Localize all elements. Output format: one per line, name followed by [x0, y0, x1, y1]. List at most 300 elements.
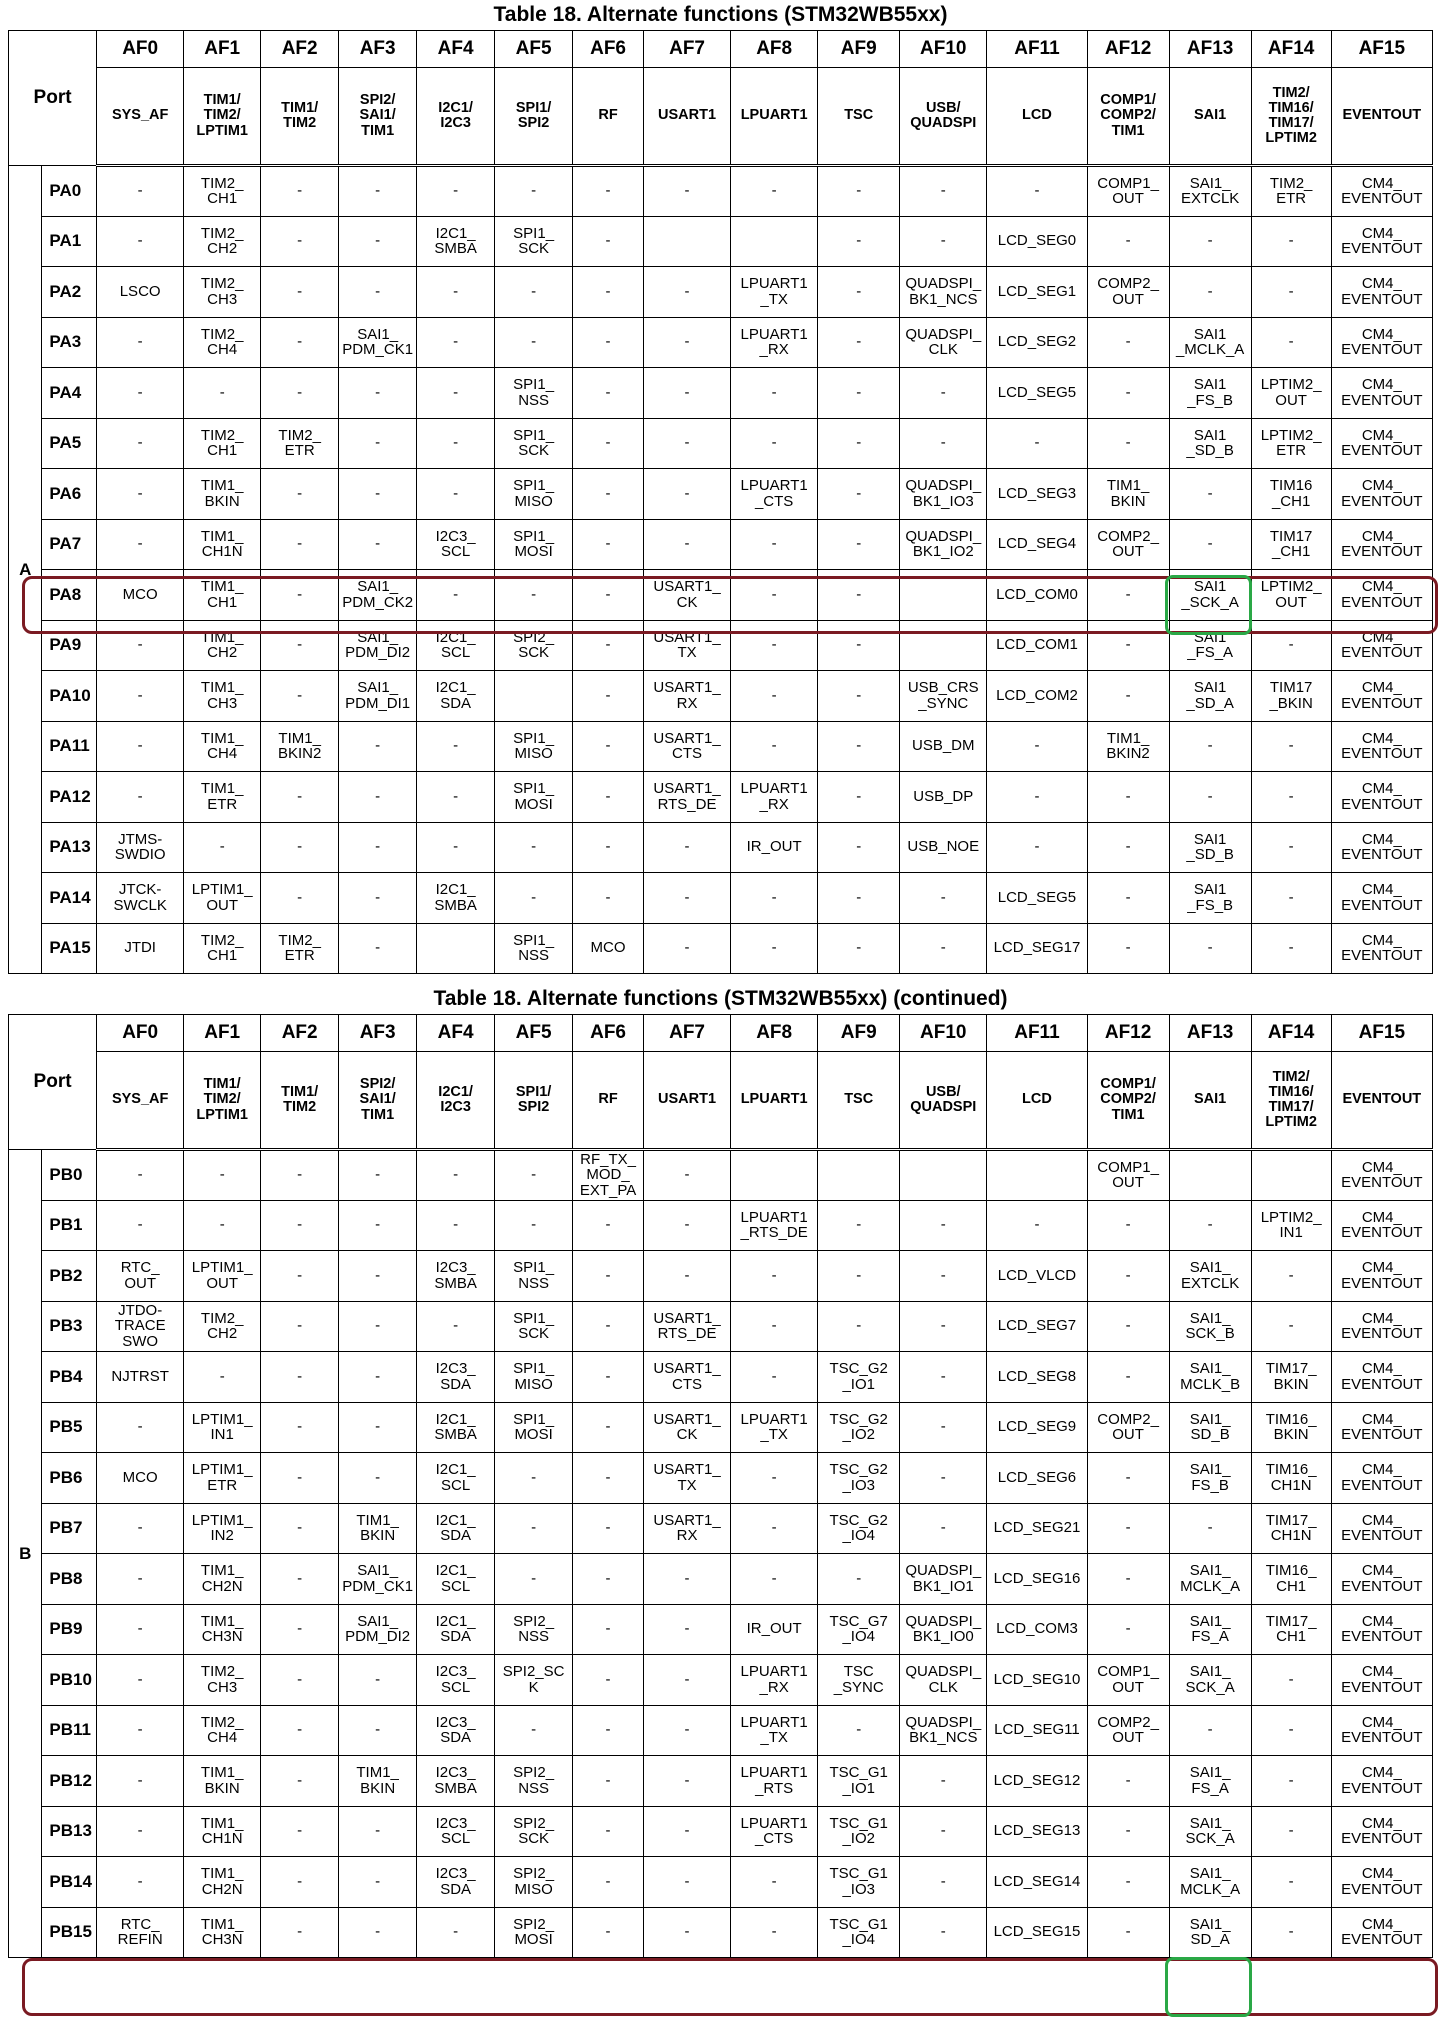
af-cell: JTMS- SWDIO — [97, 822, 184, 873]
af-cell: LCD_SEG0 — [987, 216, 1087, 267]
af-cell: TIM1_ CH2 — [184, 620, 261, 671]
af-cell: - — [573, 317, 644, 368]
af-cell: - — [417, 772, 495, 823]
af-cell: - — [818, 469, 900, 520]
af-cell: USART1_ TX — [644, 620, 731, 671]
af-cell: TIM2_ CH1 — [184, 923, 261, 974]
af-cell: - — [1251, 1251, 1331, 1302]
af-cell: - — [184, 1150, 261, 1201]
af-cell: CM4_ EVENTOUT — [1331, 519, 1432, 570]
af-cell: CM4_ EVENTOUT — [1331, 1655, 1432, 1706]
af-cell: - — [261, 1554, 339, 1605]
af-cell: - — [417, 368, 495, 419]
af-cell: LPTIM1_ ETR — [184, 1453, 261, 1504]
af-cell: TIM1_ CH1N — [184, 1806, 261, 1857]
af-cell: TSC_G1 _IO1 — [818, 1756, 900, 1807]
af-cell: - — [261, 1402, 339, 1453]
af-cell: - — [731, 1503, 818, 1554]
table-row — [9, 1907, 1433, 1958]
af-cell — [1251, 1150, 1331, 1201]
af-cell: - — [1169, 721, 1251, 772]
af-cell: - — [495, 1705, 573, 1756]
af-cell: - — [495, 1150, 573, 1201]
af-cell: TSC_G1 _IO4 — [818, 1907, 900, 1958]
af-cell: - — [731, 721, 818, 772]
af-cell: - — [1087, 1604, 1169, 1655]
af-header: AF0 — [97, 31, 184, 68]
af-cell: - — [573, 671, 644, 722]
af-cell: QUADSPI_ BK1_IO0 — [900, 1604, 987, 1655]
table-row — [9, 1251, 1433, 1302]
af-cell: - — [261, 1301, 339, 1352]
af-cell: - — [339, 469, 417, 520]
af-header: AF3 — [339, 31, 417, 68]
af-cell: - — [900, 1200, 987, 1251]
af-cell: - — [818, 772, 900, 823]
af-cell: - — [1169, 216, 1251, 267]
af-cell — [731, 1150, 818, 1201]
pin-name: PB12 — [42, 1756, 97, 1807]
pin-name: PA11 — [42, 721, 97, 772]
af-cell: - — [261, 620, 339, 671]
af-cell: CM4_ EVENTOUT — [1331, 822, 1432, 873]
group-header: COMP1/ COMP2/ TIM1 — [1087, 1052, 1169, 1150]
table-row — [9, 671, 1433, 722]
highlight-cell-pb15-sai1-sd-a — [1165, 1957, 1252, 2017]
af-cell: CM4_ EVENTOUT — [1331, 1857, 1432, 1908]
af-cell: - — [97, 418, 184, 469]
af-cell: QUADSPI_ BK1_IO3 — [900, 469, 987, 520]
pin-name: PA3 — [42, 317, 97, 368]
af-cell: - — [987, 721, 1087, 772]
af-cell: SAI1_ MCLK_B — [1169, 1352, 1251, 1403]
af-cell: SPI1_ MOSI — [495, 519, 573, 570]
af-cell: LPTIM1_ IN2 — [184, 1503, 261, 1554]
af-cell: LCD_SEG9 — [987, 1402, 1087, 1453]
af-cell: LCD_SEG13 — [987, 1806, 1087, 1857]
af-cell: LCD_SEG8 — [987, 1352, 1087, 1403]
af-header: AF7 — [644, 1015, 731, 1052]
group-header: I2C1/ I2C3 — [417, 68, 495, 166]
af-cell: - — [644, 418, 731, 469]
af-cell: - — [261, 822, 339, 873]
group-header: USB/ QUADSPI — [900, 68, 987, 166]
af-cell: - — [339, 1200, 417, 1251]
af-cell: CM4_ EVENTOUT — [1331, 216, 1432, 267]
af-cell: I2C3_ SMBA — [417, 1756, 495, 1807]
table-row — [9, 721, 1433, 772]
af-cell: LCD_SEG16 — [987, 1554, 1087, 1605]
af-cell: - — [1251, 721, 1331, 772]
af-cell: - — [1087, 772, 1169, 823]
alternate-functions-table — [8, 30, 1433, 974]
af-cell: USART1_ CK — [644, 1402, 731, 1453]
group-header: RF — [573, 68, 644, 166]
af-cell: I2C3_ SDA — [417, 1857, 495, 1908]
af-cell: CM4_ EVENTOUT — [1331, 1503, 1432, 1554]
af-cell: - — [339, 1857, 417, 1908]
af-cell: - — [573, 1554, 644, 1605]
af-cell: TIM1_ BKIN — [184, 1756, 261, 1807]
af-cell: USART1_ CTS — [644, 1352, 731, 1403]
af-cell: LSCO — [97, 267, 184, 318]
af-header: AF1 — [184, 31, 261, 68]
af-cell: - — [495, 873, 573, 924]
table-row — [9, 1150, 1433, 1201]
af-cell: - — [644, 1857, 731, 1908]
af-cell: - — [1251, 1301, 1331, 1352]
af-cell: TIM2_ CH4 — [184, 317, 261, 368]
af-cell: SAI1_ PDM_CK2 — [339, 570, 417, 621]
af-cell: LPUART1 _RX — [731, 1655, 818, 1706]
af-cell: LCD_SEG14 — [987, 1857, 1087, 1908]
af-cell: USART1_ RTS_DE — [644, 1301, 731, 1352]
af-cell: LCD_SEG7 — [987, 1301, 1087, 1352]
table-row — [9, 772, 1433, 823]
af-cell: CM4_ EVENTOUT — [1331, 1806, 1432, 1857]
af-cell: SPI1_ SCK — [495, 418, 573, 469]
af-cell: CM4_ EVENTOUT — [1331, 1907, 1432, 1958]
af-cell: - — [573, 1200, 644, 1251]
af-cell: - — [417, 1301, 495, 1352]
af-cell: LPTIM1_ OUT — [184, 1251, 261, 1302]
af-cell: LPUART1 _RTS_DE — [731, 1200, 818, 1251]
af-cell: - — [495, 1200, 573, 1251]
af-cell: - — [495, 822, 573, 873]
af-cell: SAI1_ EXTCLK — [1169, 1251, 1251, 1302]
af-cell: SPI1_ MISO — [495, 1352, 573, 1403]
af-cell: - — [573, 772, 644, 823]
pin-name: PA7 — [42, 519, 97, 570]
af-cell: - — [1169, 1200, 1251, 1251]
af-cell: CM4_ EVENTOUT — [1331, 1352, 1432, 1403]
af-cell — [900, 570, 987, 621]
af-cell: - — [644, 1604, 731, 1655]
af-cell: - — [573, 418, 644, 469]
af-header: AF12 — [1087, 1015, 1169, 1052]
af-cell: SAI1_ MCLK_A — [1169, 1554, 1251, 1605]
pin-name: PB0 — [42, 1150, 97, 1201]
table-row — [9, 418, 1433, 469]
table-row — [9, 317, 1433, 368]
af-header: AF15 — [1331, 31, 1432, 68]
af-cell: CM4_ EVENTOUT — [1331, 923, 1432, 974]
af-header: AF13 — [1169, 1015, 1251, 1052]
af-cell: TIM1_ BKIN2 — [1087, 721, 1169, 772]
table-row — [9, 822, 1433, 873]
af-cell: - — [573, 267, 644, 318]
af-cell: - — [818, 368, 900, 419]
af-cell: - — [339, 822, 417, 873]
af-cell: - — [818, 1301, 900, 1352]
af-cell: - — [97, 1402, 184, 1453]
af-cell: - — [644, 267, 731, 318]
af-cell: - — [900, 1907, 987, 1958]
af-cell: USART1_ TX — [644, 1453, 731, 1504]
af-cell: SPI2_SC K — [495, 1655, 573, 1706]
af-cell: SPI1_ MISO — [495, 721, 573, 772]
af-cell: - — [97, 721, 184, 772]
group-header: LCD — [987, 68, 1087, 166]
af-cell: - — [900, 1352, 987, 1403]
af-cell: - — [1087, 1200, 1169, 1251]
af-cell: - — [1251, 1907, 1331, 1958]
af-header: AF14 — [1251, 1015, 1331, 1052]
table-row — [9, 1352, 1433, 1403]
af-cell: SAI1 _FS_B — [1169, 368, 1251, 419]
af-cell: USB_DM — [900, 721, 987, 772]
group-header: USART1 — [644, 1052, 731, 1150]
af-cell: - — [261, 1251, 339, 1302]
af-cell: - — [644, 166, 731, 217]
af-cell: - — [731, 620, 818, 671]
af-cell: TIM2_ CH1 — [184, 418, 261, 469]
af-cell: - — [97, 1150, 184, 1201]
af-cell: - — [261, 1453, 339, 1504]
af-cell: - — [573, 873, 644, 924]
af-cell: SAI1_ FS_A — [1169, 1604, 1251, 1655]
pin-name: PB7 — [42, 1503, 97, 1554]
af-cell: TIM16_ CH1N — [1251, 1453, 1331, 1504]
af-cell: - — [987, 166, 1087, 217]
af-cell: TIM2_ CH2 — [184, 216, 261, 267]
table-row — [9, 1554, 1433, 1605]
group-header: SYS_AF — [97, 1052, 184, 1150]
af-cell: TIM1_ BKIN — [1087, 469, 1169, 520]
af-cell: - — [573, 1806, 644, 1857]
af-cell: CM4_ EVENTOUT — [1331, 721, 1432, 772]
group-header: TIM2/ TIM16/ TIM17/ LPTIM2 — [1251, 68, 1331, 166]
af-cell: I2C1_ SDA — [417, 1503, 495, 1554]
af-cell: MCO — [573, 923, 644, 974]
af-cell: - — [818, 1200, 900, 1251]
af-cell: - — [1087, 216, 1169, 267]
af-header: AF2 — [261, 31, 339, 68]
af-cell: - — [97, 772, 184, 823]
af-cell: - — [495, 1503, 573, 1554]
af-cell — [818, 1150, 900, 1201]
af-cell: - — [1169, 772, 1251, 823]
af-cell: - — [97, 1806, 184, 1857]
af-cell: SPI1_ NSS — [495, 368, 573, 419]
table-row — [9, 216, 1433, 267]
group-header: LPUART1 — [731, 1052, 818, 1150]
af-cell: USB_CRS _SYNC — [900, 671, 987, 722]
af-cell: - — [97, 671, 184, 722]
af-cell: - — [573, 721, 644, 772]
af-cell: LPUART1 _CTS — [731, 469, 818, 520]
af-cell: TSC _SYNC — [818, 1655, 900, 1706]
af-cell: QUADSPI_ BK1_IO1 — [900, 1554, 987, 1605]
af-cell: SPI1_ NSS — [495, 923, 573, 974]
af-cell: - — [818, 873, 900, 924]
af-cell: TSC_G2 _IO1 — [818, 1352, 900, 1403]
af-cell — [900, 620, 987, 671]
af-cell: TIM2_ CH1 — [184, 166, 261, 217]
af-cell: - — [184, 1352, 261, 1403]
group-header: TIM1/ TIM2/ LPTIM1 — [184, 68, 261, 166]
af-header: AF4 — [417, 1015, 495, 1052]
af-cell: TIM17 _CH1 — [1251, 519, 1331, 570]
af-cell: CM4_ EVENTOUT — [1331, 570, 1432, 621]
af-cell: SAI1_ SCK_A — [1169, 1655, 1251, 1706]
af-cell: - — [818, 418, 900, 469]
af-cell: - — [573, 570, 644, 621]
af-cell: SAI1 _FS_B — [1169, 873, 1251, 924]
af-cell: I2C1_ SCL — [417, 1554, 495, 1605]
af-cell: - — [1169, 923, 1251, 974]
af-cell: LCD_SEG5 — [987, 368, 1087, 419]
af-cell: - — [573, 216, 644, 267]
af-cell: USB_NOE — [900, 822, 987, 873]
af-cell: - — [339, 1150, 417, 1201]
af-cell: LCD_COM3 — [987, 1604, 1087, 1655]
pin-name: PA14 — [42, 873, 97, 924]
af-cell: - — [900, 418, 987, 469]
af-cell: TIM2_ CH3 — [184, 1655, 261, 1706]
af-cell: - — [339, 721, 417, 772]
af-cell: TSC_G2 _IO2 — [818, 1402, 900, 1453]
af-cell: - — [495, 1554, 573, 1605]
af-cell: SPI2_ NSS — [495, 1756, 573, 1807]
af-cell: - — [1087, 1503, 1169, 1554]
af-cell: I2C1_ SDA — [417, 671, 495, 722]
pin-name: PB8 — [42, 1554, 97, 1605]
af-cell: SAI1_ FS_B — [1169, 1453, 1251, 1504]
af-cell: TIM2_ ETR — [261, 418, 339, 469]
af-cell: IR_OUT — [731, 822, 818, 873]
af-cell: SPI1_ MOSI — [495, 772, 573, 823]
group-header: TIM1/ TIM2 — [261, 1052, 339, 1150]
af-cell: - — [818, 620, 900, 671]
af-cell: - — [818, 1251, 900, 1302]
af-cell: - — [573, 166, 644, 217]
af-cell: - — [573, 469, 644, 520]
af-cell: - — [261, 1806, 339, 1857]
af-cell: LCD_COM2 — [987, 671, 1087, 722]
pin-name: PB14 — [42, 1857, 97, 1908]
af-cell: - — [97, 1200, 184, 1251]
pin-name: PB6 — [42, 1453, 97, 1504]
group-header: EVENTOUT — [1331, 1052, 1432, 1150]
af-header: AF4 — [417, 31, 495, 68]
af-cell: TIM17_ CH1 — [1251, 1604, 1331, 1655]
af-cell: LCD_SEG1 — [987, 267, 1087, 318]
af-cell: - — [900, 1857, 987, 1908]
af-cell: LCD_SEG11 — [987, 1705, 1087, 1756]
af-cell: - — [731, 519, 818, 570]
af-cell: - — [261, 166, 339, 217]
af-cell: LPUART1 _TX — [731, 1705, 818, 1756]
group-header: LCD — [987, 1052, 1087, 1150]
af-cell: SAI1_ SD_A — [1169, 1907, 1251, 1958]
af-cell: - — [818, 216, 900, 267]
af-cell: - — [731, 1857, 818, 1908]
af-cell: - — [1251, 317, 1331, 368]
af-cell: - — [417, 822, 495, 873]
af-cell: - — [1169, 1705, 1251, 1756]
af-cell: MCO — [97, 570, 184, 621]
af-cell: SPI1_ SCK — [495, 1301, 573, 1352]
af-cell: - — [495, 166, 573, 217]
af-cell: - — [417, 166, 495, 217]
af-cell: SAI1_ SCK_B — [1169, 1301, 1251, 1352]
af-cell: - — [261, 1503, 339, 1554]
af-cell: - — [818, 671, 900, 722]
af-cell: QUADSPI_ BK1_IO2 — [900, 519, 987, 570]
af-cell: - — [97, 368, 184, 419]
af-cell: LCD_COM0 — [987, 570, 1087, 621]
af-cell: COMP2_ OUT — [1087, 1705, 1169, 1756]
group-header: I2C1/ I2C3 — [417, 1052, 495, 1150]
af-cell: - — [900, 1453, 987, 1504]
af-header: AF8 — [731, 31, 818, 68]
af-cell: - — [97, 1705, 184, 1756]
table-body — [9, 166, 1433, 974]
table-row — [9, 923, 1433, 974]
af-cell: JTCK- SWCLK — [97, 873, 184, 924]
af-cell: LCD_SEG6 — [987, 1453, 1087, 1504]
af-cell: - — [1251, 1806, 1331, 1857]
af-cell: - — [644, 1705, 731, 1756]
af-cell: TIM2_ ETR — [1251, 166, 1331, 217]
af-header: AF6 — [573, 1015, 644, 1052]
af-cell: - — [644, 1655, 731, 1706]
pin-name: PB5 — [42, 1402, 97, 1453]
af-cell: - — [261, 1857, 339, 1908]
af-cell: - — [1251, 1756, 1331, 1807]
af-cell: COMP2_ OUT — [1087, 267, 1169, 318]
af-cell: - — [573, 1402, 644, 1453]
af-cell: - — [573, 1907, 644, 1958]
af-cell: - — [573, 519, 644, 570]
af-cell: CM4_ EVENTOUT — [1331, 418, 1432, 469]
af-cell: - — [573, 1503, 644, 1554]
pin-name: PA8 — [42, 570, 97, 621]
group-header: SPI1/ SPI2 — [495, 68, 573, 166]
pin-name: PB10 — [42, 1655, 97, 1706]
af-cell: - — [97, 1554, 184, 1605]
af-cell: CM4_ EVENTOUT — [1331, 1756, 1432, 1807]
af-cell: - — [573, 1756, 644, 1807]
af-cell: MCO — [97, 1453, 184, 1504]
af-cell: - — [731, 1453, 818, 1504]
af-cell: CM4_ EVENTOUT — [1331, 1200, 1432, 1251]
af-cell: SAI1_ SD_B — [1169, 1402, 1251, 1453]
af-cell: - — [1087, 1251, 1169, 1302]
af-cell: TSC_G2 _IO4 — [818, 1503, 900, 1554]
af-cell: CM4_ EVENTOUT — [1331, 1150, 1432, 1201]
af-cell: TIM1_ CH1N — [184, 519, 261, 570]
af-cell: - — [261, 1907, 339, 1958]
af-cell: - — [417, 418, 495, 469]
af-cell: TIM17_ BKIN — [1251, 1352, 1331, 1403]
af-cell: - — [644, 822, 731, 873]
port-header: Port — [9, 1015, 97, 1150]
af-cell: - — [339, 368, 417, 419]
table-port-b — [8, 984, 1433, 1958]
af-cell: - — [818, 721, 900, 772]
af-cell: - — [261, 519, 339, 570]
table-row — [9, 570, 1433, 621]
af-cell: LPTIM2_ OUT — [1251, 570, 1331, 621]
af-cell: SAI1_ FS_A — [1169, 1756, 1251, 1807]
table-row — [9, 1705, 1433, 1756]
af-cell: - — [573, 1251, 644, 1302]
af-cell: COMP1_ OUT — [1087, 1655, 1169, 1706]
af-cell: - — [573, 822, 644, 873]
af-cell: I2C1_ SDA — [417, 1604, 495, 1655]
